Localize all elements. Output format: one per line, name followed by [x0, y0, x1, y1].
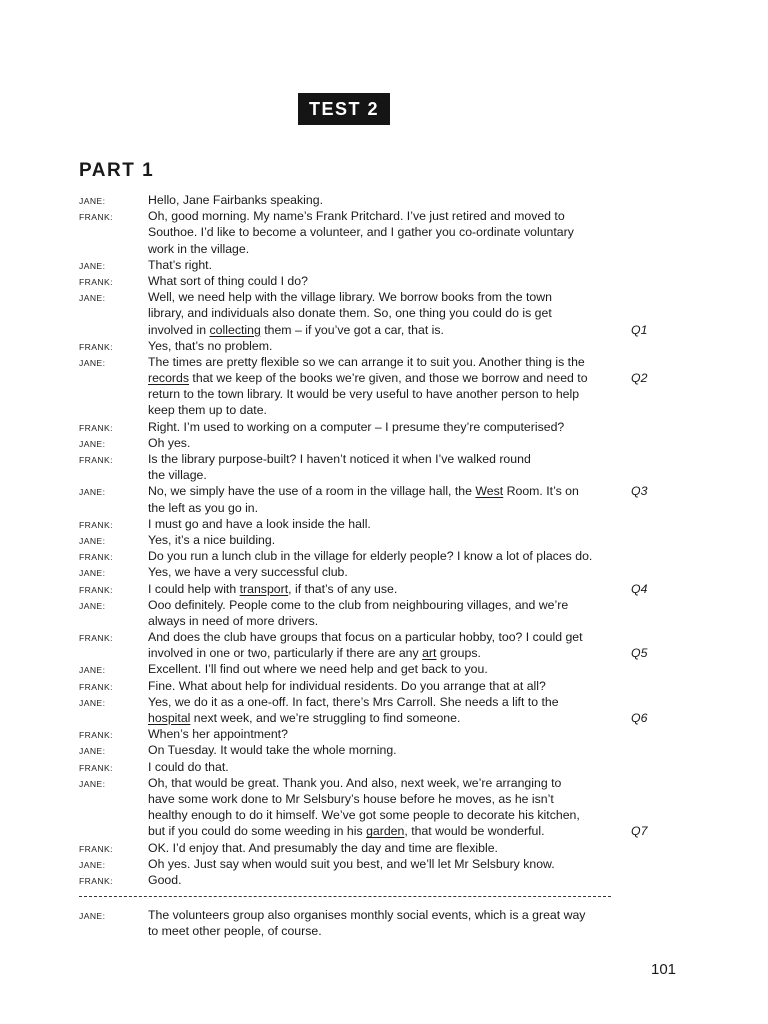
transcript-line — [79, 354, 659, 370]
dialogue-text — [148, 710, 460, 726]
speaker-label: JANE: — [79, 293, 106, 304]
dialogue-text — [148, 645, 481, 661]
speaker-label: JANE: — [79, 697, 106, 708]
speaker-label: FRANK: — [79, 681, 113, 692]
dialogue-text — [148, 581, 397, 597]
transcript-line — [79, 435, 659, 451]
transcript-line — [79, 907, 659, 923]
text-segment: , that would be wonderful. — [404, 824, 545, 839]
speaker-label: FRANK: — [79, 633, 113, 644]
page-number: 101 — [651, 961, 677, 978]
test-badge — [298, 93, 390, 125]
speaker-label: JANE: — [79, 535, 106, 546]
transcript-line — [79, 710, 659, 726]
transcript-line — [79, 807, 659, 823]
dialogue-text: Right. I’m used to working on a computer – I presume they’re computerised? — [148, 419, 565, 434]
answer-keyword: transport — [239, 581, 289, 596]
transcript-line — [79, 241, 659, 257]
transcript-line — [79, 726, 659, 742]
dialogue-text: Southoe. I’d like to become a volunteer, and I gather you co-ordinate voluntary — [148, 225, 574, 240]
speaker-label: FRANK: — [79, 341, 113, 352]
transcript-line — [79, 856, 659, 872]
dialogue-text: Excellent. I’ll find out where we need help and get back to you. — [148, 662, 488, 677]
question-marker: Q7 — [631, 824, 648, 839]
transcript-continued — [79, 907, 659, 939]
dialogue-text: Oh yes. Just say when would suit you best, and we’ll let Mr Selsbury know. — [148, 856, 555, 871]
transcript-line — [79, 370, 659, 386]
dialogue-text: On Tuesday. It would take the whole morning. — [148, 743, 397, 758]
speaker-label: JANE: — [79, 260, 106, 271]
dialogue-text: I could do that. — [148, 759, 229, 774]
test-label: TEST 2 — [308, 98, 379, 119]
dialogue-text — [148, 322, 444, 338]
speaker-label: FRANK: — [79, 843, 113, 854]
speaker-label: FRANK: — [79, 730, 113, 741]
speaker-label: JANE: — [79, 438, 106, 449]
text-segment: Room. It’s on — [503, 484, 579, 499]
dialogue-text: That’s right. — [148, 257, 213, 272]
dialogue-text: keep them up to date. — [148, 403, 267, 418]
transcript-line — [79, 840, 659, 856]
dialogue-text: Oh yes. — [148, 435, 191, 450]
speaker-label: JANE: — [79, 746, 106, 757]
transcript-line — [79, 273, 659, 289]
text-segment: next week, and we’re struggling to find someone. — [190, 711, 461, 725]
transcript-line — [79, 257, 659, 273]
transcript-line — [79, 224, 659, 240]
speaker-label: FRANK: — [79, 455, 113, 465]
dialogue-text: Do you run a lunch club in the village for elderly people? I know a lot of places do. — [148, 549, 593, 564]
answer-keyword: hospital — [148, 711, 191, 725]
transcript-line — [79, 629, 659, 645]
dialogue-text: the left as you go in. — [148, 500, 259, 515]
speaker-label: FRANK: — [79, 212, 113, 223]
speaker-label: JANE: — [79, 357, 106, 368]
transcript-line — [79, 597, 659, 613]
text-segment: that we keep of the books we’re given, and those we borrow and need to — [189, 371, 588, 386]
speaker-label: JANE: — [79, 665, 106, 676]
dialogue-text: Yes, we have a very successful club. — [148, 565, 348, 580]
dialogue-text — [148, 483, 579, 499]
dialogue-text: Is the library purpose-built? I haven’t noticed it when I’ve walked round — [148, 452, 531, 466]
dialogue-text: Oh, that would be great. Thank you. And also, next week, we’re arranging to — [148, 775, 562, 790]
transcript-line — [79, 402, 659, 418]
dialogue-text: Yes, we do it as a one-off. In fact, there’s Mrs Carroll. She needs a lift to the — [148, 694, 559, 709]
part-title: PART 1 — [79, 160, 155, 181]
dialogue-text: always in need of more drivers. — [148, 613, 319, 628]
transcript-line — [79, 548, 659, 564]
transcript-line — [79, 532, 659, 548]
transcript-line — [79, 775, 659, 791]
speaker-label: JANE: — [79, 568, 106, 579]
question-marker: Q3 — [631, 484, 648, 499]
question-marker: Q5 — [631, 646, 648, 661]
text-segment: involved in — [148, 322, 210, 337]
dialogue-text: Oh, good morning. My name’s Frank Pritchard. I’ve just retired and moved to — [148, 209, 565, 224]
dialogue-text: The times are pretty flexible so we can arrange it to suit you. Another thing is the — [148, 354, 585, 369]
transcript-line — [79, 305, 659, 321]
transcript-line — [79, 467, 659, 483]
speaker-label: FRANK: — [79, 875, 113, 886]
answer-keyword: garden — [366, 824, 405, 839]
dialogue-text: work in the village. — [148, 241, 250, 256]
transcript-line — [79, 338, 659, 354]
transcript-line — [79, 823, 659, 839]
speaker-label: JANE: — [79, 778, 106, 789]
dialogue-text: I must go and have a look inside the hall. — [148, 516, 371, 531]
dialogue-text — [148, 823, 545, 839]
transcript-line — [79, 208, 659, 224]
speaker-label: FRANK: — [79, 762, 113, 773]
question-marker: Q1 — [631, 322, 648, 337]
transcript-line — [79, 694, 659, 710]
speaker-label: FRANK: — [79, 276, 113, 287]
dialogue-text: Ooo definitely. People come to the club from neighbouring villages, and we’re — [148, 597, 569, 612]
text-segment: but if you could do some weeding in his — [148, 824, 367, 839]
speaker-label: JANE: — [79, 911, 106, 921]
text-segment: them – if you’ve got a car, that is. — [260, 322, 444, 337]
dialogue-text: library, and individuals also donate them. So, one thing you could do is get — [148, 306, 552, 321]
transcript-line — [79, 661, 659, 677]
speaker-label: FRANK: — [79, 584, 113, 595]
question-marker: Q2 — [631, 371, 648, 386]
transcript-line — [79, 322, 659, 338]
dialogue-text: Hello, Jane Fairbanks speaking. — [148, 193, 323, 207]
answer-keyword: collecting — [209, 322, 261, 337]
speaker-label: JANE: — [79, 196, 106, 206]
question-marker: Q4 — [631, 581, 648, 596]
dialogue-text: healthy enough to do it himself. We’ve got some people to decorate his kitchen, — [148, 808, 580, 823]
dialogue-text: Good. — [148, 872, 182, 887]
dialogue-text: the village. — [148, 468, 207, 483]
speaker-label: JANE: — [79, 487, 106, 498]
transcript-line — [79, 289, 659, 305]
transcript-line — [79, 516, 659, 532]
transcript-line — [79, 791, 659, 807]
transcript-line — [79, 500, 659, 516]
transcript-line — [79, 872, 659, 888]
speaker-label: FRANK: — [79, 552, 113, 563]
section-divider — [79, 896, 611, 897]
dialogue-text — [148, 370, 588, 386]
transcript-line — [79, 192, 659, 208]
dialogue-text: Well, we need help with the village library. We borrow books from the town — [148, 290, 552, 305]
dialogue-text: to meet other people, of course. — [148, 924, 322, 939]
answer-keyword: art — [422, 646, 437, 661]
speaker-label: FRANK: — [79, 519, 113, 530]
transcript-line — [79, 923, 659, 939]
transcript-line — [79, 613, 659, 629]
speaker-label: FRANK: — [79, 422, 113, 433]
answer-keyword: records — [148, 371, 190, 386]
transcript-line — [79, 483, 659, 499]
dialogue-text: And does the club have groups that focus on a particular hobby, too? I could get — [148, 630, 583, 645]
transcript-line — [79, 451, 659, 467]
text-segment: , if that’s of any use. — [288, 581, 398, 596]
transcript-line — [79, 419, 659, 435]
text-segment: No, we simply have the use of a room in the village hall, the — [148, 484, 476, 499]
speaker-label: JANE: — [79, 600, 106, 611]
text-segment: involved in one or two, particularly if there are any — [148, 646, 423, 661]
transcript — [79, 192, 659, 888]
dialogue-text: have some work done to Mr Selsbury’s house before he moves, as he isn’t — [148, 791, 554, 806]
dialogue-text: Yes, that’s no problem. — [148, 338, 273, 353]
transcript-line — [79, 564, 659, 580]
transcript-line — [79, 645, 659, 661]
dialogue-text: OK. I’d enjoy that. And presumably the day and time are flexible. — [148, 840, 498, 855]
question-marker: Q6 — [631, 711, 648, 725]
speaker-label: JANE: — [79, 859, 106, 870]
dialogue-text: The volunteers group also organises monthly social events, which is a great way — [148, 908, 586, 922]
transcript-line — [79, 678, 659, 694]
dialogue-text: Fine. What about help for individual residents. Do you arrange that at all? — [148, 678, 546, 693]
transcript-line — [79, 742, 659, 758]
transcript-line — [79, 581, 659, 597]
dialogue-text: What sort of thing could I do? — [148, 273, 308, 288]
text-segment: I could help with — [148, 581, 240, 596]
text-segment: groups. — [436, 646, 481, 661]
answer-keyword: West — [475, 484, 504, 499]
transcript-line — [79, 386, 659, 402]
dialogue-text: return to the town library. It would be very useful to have another person to help — [148, 387, 580, 402]
dialogue-text: Yes, it’s a nice building. — [148, 532, 276, 547]
transcript-line — [79, 759, 659, 775]
dialogue-text: When’s her appointment? — [148, 727, 288, 742]
